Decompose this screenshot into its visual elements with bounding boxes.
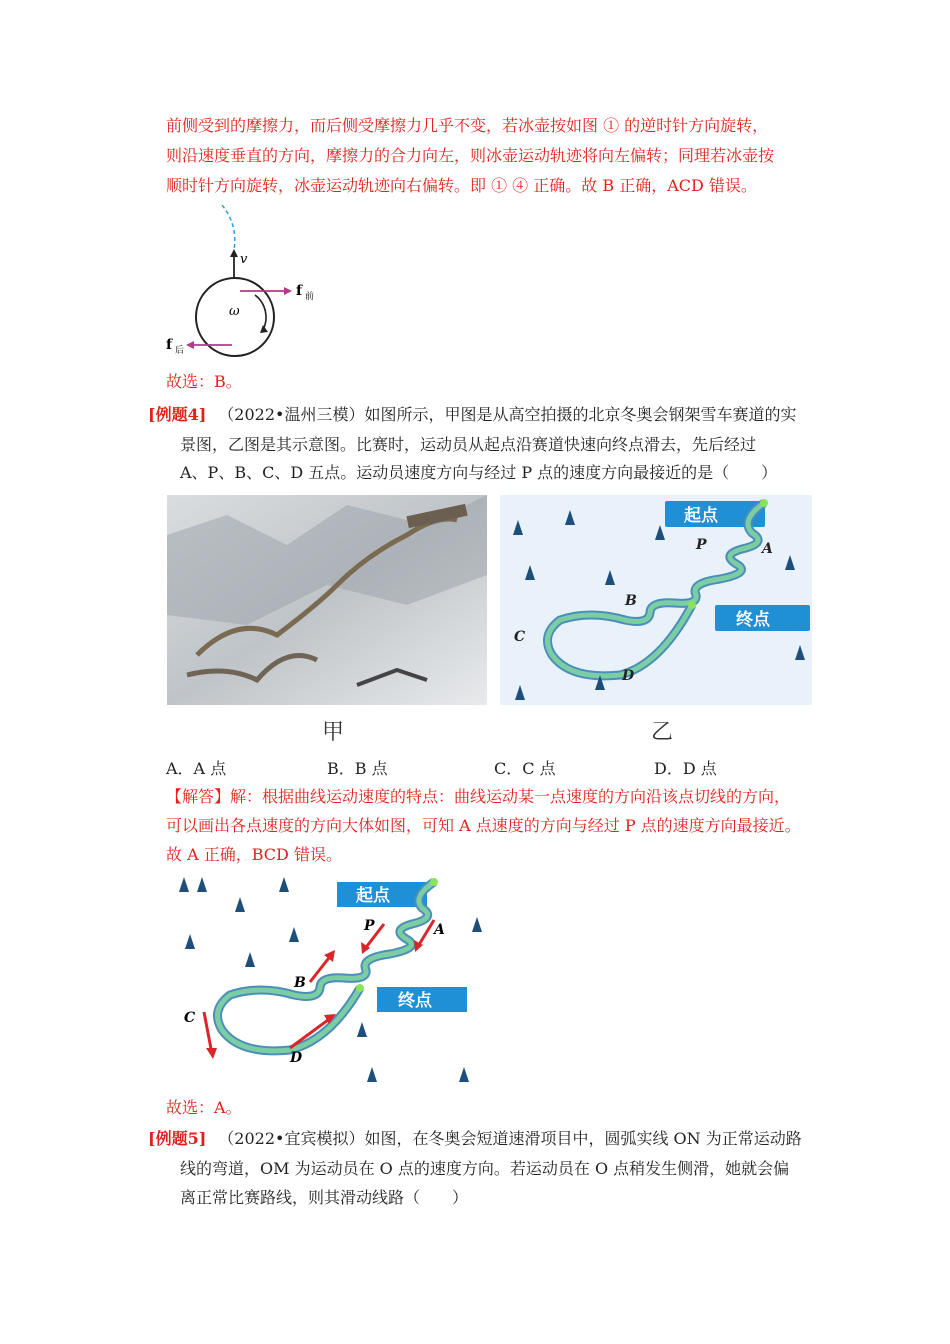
point-b-2: B bbox=[294, 975, 306, 991]
omega-label: ω bbox=[229, 304, 240, 319]
example5-line-1 bbox=[148, 1128, 802, 1150]
option-b: B．B 点 bbox=[327, 759, 388, 778]
point-d-2: D bbox=[290, 1050, 303, 1066]
velocity-direction-diagram bbox=[172, 872, 487, 1087]
solution-line-1: 前侧受到的摩擦力，而后侧受摩擦力几乎不变，若冰壶按如图 ① 的逆时针方向旋转， bbox=[166, 116, 769, 135]
example4-line-2: 景图，乙图是其示意图。比赛时，运动员从起点沿赛道快速向终点滑去，先后经过 bbox=[180, 435, 757, 454]
option-a: A．A 点 bbox=[166, 759, 227, 778]
point-b: B bbox=[625, 593, 637, 609]
point-c-2: C bbox=[184, 1010, 196, 1026]
f-back-sub: 后 bbox=[175, 346, 185, 356]
point-d: D bbox=[622, 668, 635, 684]
option-c: C．C 点 bbox=[494, 759, 556, 778]
example4-text-1: （2022•温州三模）如图所示，甲图是从高空拍摄的北京冬奥会钢架雪车赛道的实 bbox=[218, 405, 797, 424]
solution4-line-2: 可以画出各点速度的方向大体如图，可知 A 点速度的方向与经过 P 点的速度方向最接近。 bbox=[166, 816, 801, 835]
f-back-label: f bbox=[166, 337, 173, 353]
v-label: v bbox=[240, 252, 248, 267]
example5-text-1: （2022•宜宾模拟）如图，在冬奥会短道速滑项目中，圆弧实线 ON 为正常运动路 bbox=[218, 1129, 802, 1148]
point-a: A bbox=[762, 541, 773, 557]
example4-line-3: A、P、B、C、D 五点。运动员速度方向与经过 P 点的速度方向最接近的是（ ） bbox=[180, 463, 778, 482]
solution-line-2: 则沿速度垂直的方向，摩擦力的合力向左，则冰壶运动轨迹将向左偏转；同理若冰壶按 bbox=[166, 146, 775, 165]
solution4-line-3: 故 A 正确，BCD 错误。 bbox=[166, 845, 342, 864]
track-photo bbox=[167, 495, 487, 705]
example5-line-2: 线的弯道，OM 为运动员在 O 点的速度方向。若运动员在 O 点稍发生侧滑，她就会偏 bbox=[180, 1159, 790, 1178]
end-label-2: 终点 bbox=[398, 991, 432, 1011]
f-front-label: f bbox=[296, 283, 303, 299]
solution4-line-1: 【解答】解：根据曲线运动速度的特点：曲线运动某一点速度的方向沿该点切线的方向， bbox=[166, 787, 791, 806]
curling-diagram bbox=[160, 205, 330, 360]
answer-1: 故选：B。 bbox=[166, 372, 242, 391]
start-label-2: 起点 bbox=[356, 886, 390, 906]
example5-tag: [例题5] bbox=[148, 1129, 207, 1148]
trajectory-dashed-line bbox=[222, 205, 235, 250]
caption-yi: 乙 bbox=[651, 720, 674, 745]
example4-line-1 bbox=[148, 404, 796, 426]
rotation-arc bbox=[255, 295, 266, 330]
solution-line-3: 顺时针方向旋转，冰壶运动轨迹向右偏转。即 ① ④ 正确。故 B 正确，ACD 错误。 bbox=[166, 176, 757, 195]
point-a-2: A bbox=[434, 922, 445, 938]
velocity-arrowhead bbox=[230, 249, 238, 257]
answer-2: 故选：A。 bbox=[166, 1098, 242, 1117]
caption-jia: 甲 bbox=[322, 720, 345, 745]
start-label: 起点 bbox=[684, 506, 718, 526]
point-p-2: P bbox=[364, 918, 375, 934]
end-label: 终点 bbox=[736, 610, 770, 630]
example4-tag: [例题4] bbox=[148, 405, 207, 424]
point-p: P bbox=[696, 537, 707, 553]
example5-line-3: 离正常比赛路线，则其滑动线路（ ） bbox=[180, 1188, 469, 1207]
point-c: C bbox=[514, 629, 526, 645]
track-schematic bbox=[500, 495, 812, 705]
option-d: D．D 点 bbox=[654, 759, 717, 778]
f-front-sub: 前 bbox=[305, 292, 315, 302]
